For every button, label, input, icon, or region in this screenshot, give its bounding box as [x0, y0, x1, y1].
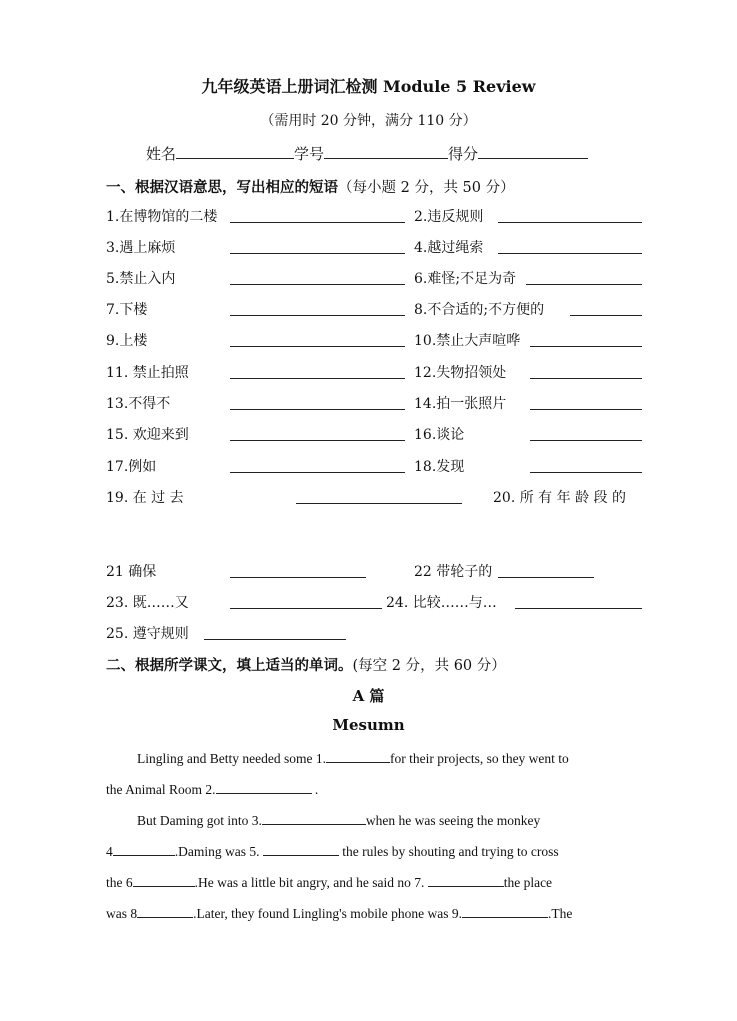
list-item: 20. 所 有 年 龄 段 的: [493, 490, 626, 506]
list-item: 11. 禁止拍照: [106, 365, 189, 381]
list-item: 12.失物招领处: [414, 365, 507, 381]
answer-blank[interactable]: [498, 222, 642, 223]
answer-blank[interactable]: [230, 378, 405, 379]
fill-blank-3[interactable]: [262, 811, 366, 825]
fill-blank-1[interactable]: [326, 749, 390, 763]
list-item: 24. 比较……与…: [386, 595, 497, 611]
name-label: 姓名: [146, 145, 177, 163]
answer-blank[interactable]: [515, 608, 642, 609]
answer-blank[interactable]: [526, 284, 642, 285]
fill-blank-6[interactable]: [133, 873, 195, 887]
answer-blank[interactable]: [230, 284, 405, 285]
list-item: 22 带轮子的: [414, 564, 493, 580]
list-item: 1.在博物馆的二楼: [106, 209, 218, 225]
passage-line: Lingling and Betty needed some 1. for their projects, so they went to: [137, 751, 569, 766]
list-item: 17.例如: [106, 459, 157, 475]
id-label: 学号: [294, 145, 325, 163]
fill-blank-9[interactable]: [462, 904, 548, 918]
list-item: 18.发现: [414, 459, 465, 475]
name-field[interactable]: [176, 144, 294, 159]
answer-blank[interactable]: [230, 253, 405, 254]
answer-blank[interactable]: [530, 440, 642, 441]
id-field[interactable]: [324, 144, 448, 159]
list-item: 8.不合适的;不方便的: [414, 302, 545, 318]
list-item: 13.不得不: [106, 396, 171, 412]
list-item: 15. 欢迎来到: [106, 427, 189, 443]
fill-blank-7[interactable]: [428, 873, 504, 887]
answer-blank[interactable]: [230, 346, 405, 347]
answer-blank[interactable]: [498, 253, 642, 254]
list-item: 19. 在 过 去: [106, 490, 184, 506]
list-item: 3.遇上麻烦: [106, 240, 176, 256]
fill-blank-4[interactable]: [113, 842, 175, 856]
list-item: 9.上楼: [106, 333, 148, 349]
fill-blank-8[interactable]: [137, 904, 193, 918]
answer-blank[interactable]: [230, 440, 405, 441]
passage-line: the Animal Room 2. .: [106, 782, 319, 797]
page-subtitle: （需用时 20 分钟，满分 110 分）: [260, 113, 477, 129]
section2-heading: 二、根据所学课文，填上适当的单词。(每空 2 分，共 60 分）: [106, 657, 506, 674]
list-item: 25. 遵守规则: [106, 626, 189, 642]
part-label: A 篇: [352, 687, 385, 705]
list-item: 14.拍一张照片: [414, 396, 507, 412]
passage-line: the 6 .He was a little bit angry, and he said no 7. the place: [106, 875, 553, 890]
answer-blank[interactable]: [230, 577, 366, 578]
student-info-row: [146, 143, 588, 164]
score-field[interactable]: [478, 144, 588, 159]
answer-blank[interactable]: [530, 409, 642, 410]
answer-blank[interactable]: [230, 222, 405, 223]
answer-blank[interactable]: [498, 577, 594, 578]
answer-blank[interactable]: [530, 346, 642, 347]
page-title: 九年级英语上册词汇检测 Module 5 Review: [201, 77, 536, 96]
fill-blank-2[interactable]: [216, 780, 312, 794]
answer-blank[interactable]: [570, 315, 642, 316]
list-item: 5.禁止入内: [106, 271, 176, 287]
list-item: 10.禁止大声喧哗: [414, 333, 521, 349]
passage-line: was 8 .Later, they found Lingling's mobile phone was 9. .The: [106, 906, 573, 921]
list-item: 2.违反规则: [414, 209, 484, 225]
list-item: 7.下楼: [106, 302, 148, 318]
answer-blank[interactable]: [230, 409, 405, 410]
list-item: 21 确保: [106, 564, 157, 580]
answer-blank[interactable]: [204, 639, 346, 640]
passage-line: But Daming got into 3. when he was seeing the monkey: [137, 813, 541, 828]
fill-blank-5[interactable]: [263, 842, 339, 856]
answer-blank[interactable]: [230, 608, 382, 609]
answer-blank[interactable]: [530, 378, 642, 379]
answer-blank[interactable]: [230, 315, 405, 316]
list-item: 23. 既……又: [106, 595, 189, 611]
section1-heading: 一、根据汉语意思，写出相应的短语（每小题 2 分，共 50 分）: [106, 179, 515, 196]
list-item: 16.谈论: [414, 427, 465, 443]
answer-blank[interactable]: [230, 472, 405, 473]
passage-title: Mesumn: [332, 716, 405, 734]
passage-line: 4 .Daming was 5. the rules by shouting and trying to cross: [106, 844, 559, 859]
list-item: 4.越过绳索: [414, 240, 484, 256]
list-item: 6.难怪;不足为奇: [414, 271, 517, 287]
score-label: 得分: [448, 145, 479, 163]
answer-blank[interactable]: [296, 503, 462, 504]
answer-blank[interactable]: [530, 472, 642, 473]
